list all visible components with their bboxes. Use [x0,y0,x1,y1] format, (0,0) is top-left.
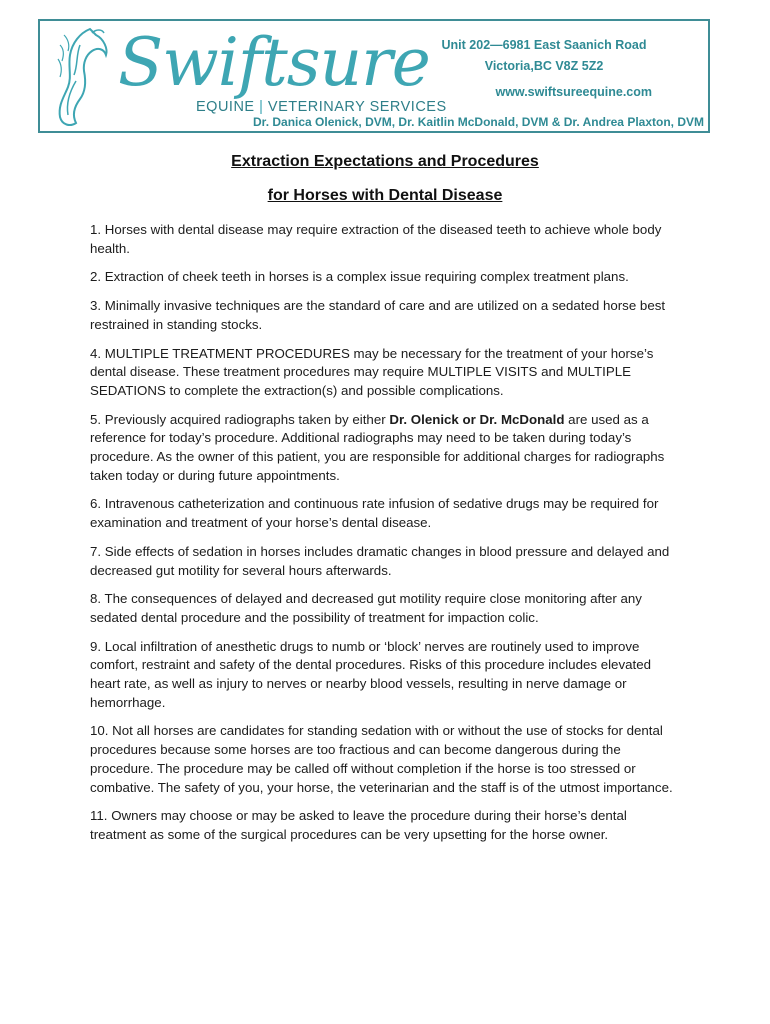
address-block [414,35,674,77]
website-link[interactable]: www.swiftsureequine.com [495,85,652,99]
list-item: 2. Extraction of cheek teeth in horses is a complex issue requiring complex treatment plans. [90,269,629,285]
doctors-line: Dr. Danica Olenick, DVM, Dr. Kaitlin McDonald, DVM & Dr. Andrea Plaxton, DVM [253,115,704,129]
list-item: 9. Local infiltration of anesthetic drugs to numb or ‘block’ nerves are routinely used to improve comfort, restraint and safety of the dental procedures. Risks of this procedure includes elevated heart rate, as well as injury to nerves or nearby blood vessels, resulting in nerve damage or hemorrhage. [90,638,651,710]
list-item: 1. Horses with dental disease may require extraction of the diseased teeth to achieve whole body health. [90,222,662,256]
horse-head-icon [50,25,112,129]
brand-subtitle-right: VETERINARY SERVICES [267,99,447,115]
brand-subtitle-left: EQUINE [196,99,255,115]
list-item [90,411,684,486]
page-subtitle: for Horses with Dental Disease [267,187,503,204]
list-item: 3. Minimally invasive techniques are the standard of care and are utilized on a sedated horse best restrained in standing stocks. [90,298,666,332]
list-item: 6. Intravenous catheterization and continuous rate infusion of sedative drugs may be required for examination and treatment of your horse’s dental disease. [90,496,659,531]
list-item-text: 5. Previously acquired radiographs taken by either [90,411,390,427]
letterhead [38,19,710,133]
brand-name: Swiftsure [118,24,430,101]
list-item: 8. The consequences of delayed and decreased gut motility require close monitoring after any sedated dental procedure and the possibility of treatment for impaction colic. [90,591,642,625]
brand-subtitle: EQUINE | VETERINARY SERVICES [196,99,447,115]
list-item: 7. Side effects of sedation in horses includes dramatic changes in blood pressure and delayed and decreased gut motility for several hours afterwards. [90,543,670,578]
procedure-list [90,221,684,855]
list-item: 10. Not all horses are candidates for standing sedation with or without the use of stocks for dental procedures because some horses are too fractious and can become dangerous during the procedure. The procedure may be called off without completion if the horse is too stressed or combative. The safety of you, your horse, the veterinarian and the staff is of the utmost importance. [90,723,673,795]
doctor-names: Dr. Olenick or Dr. McDonald [389,411,565,427]
page-title: Extraction Expectations and Procedures [231,153,539,170]
list-item-text: are used as a reference for today’s procedure. Additional radiographs may need to be taken during today’s procedure. As the owner of this patient, you are responsible for additional charges for radiographs taken today or during future appointments. [90,411,665,483]
address-line-1: Unit 202—6981 East Saanich Road [441,38,647,52]
address-line-2: Victoria,BC V8Z 5Z2 [484,59,604,73]
list-item: 11. Owners may choose or may be asked to leave the procedure during their horse’s dental treatment as some of the surgical procedures can be very upsetting for the horse owner. [90,808,627,842]
list-item: 4. MULTIPLE TREATMENT PROCEDURES may be necessary for the treatment of your horse’s dental disease. These treatment procedures may require MULTIPLE VISITS and MULTIPLE SEDATIONS to complete the extraction(s) and possible complications. [90,345,654,398]
